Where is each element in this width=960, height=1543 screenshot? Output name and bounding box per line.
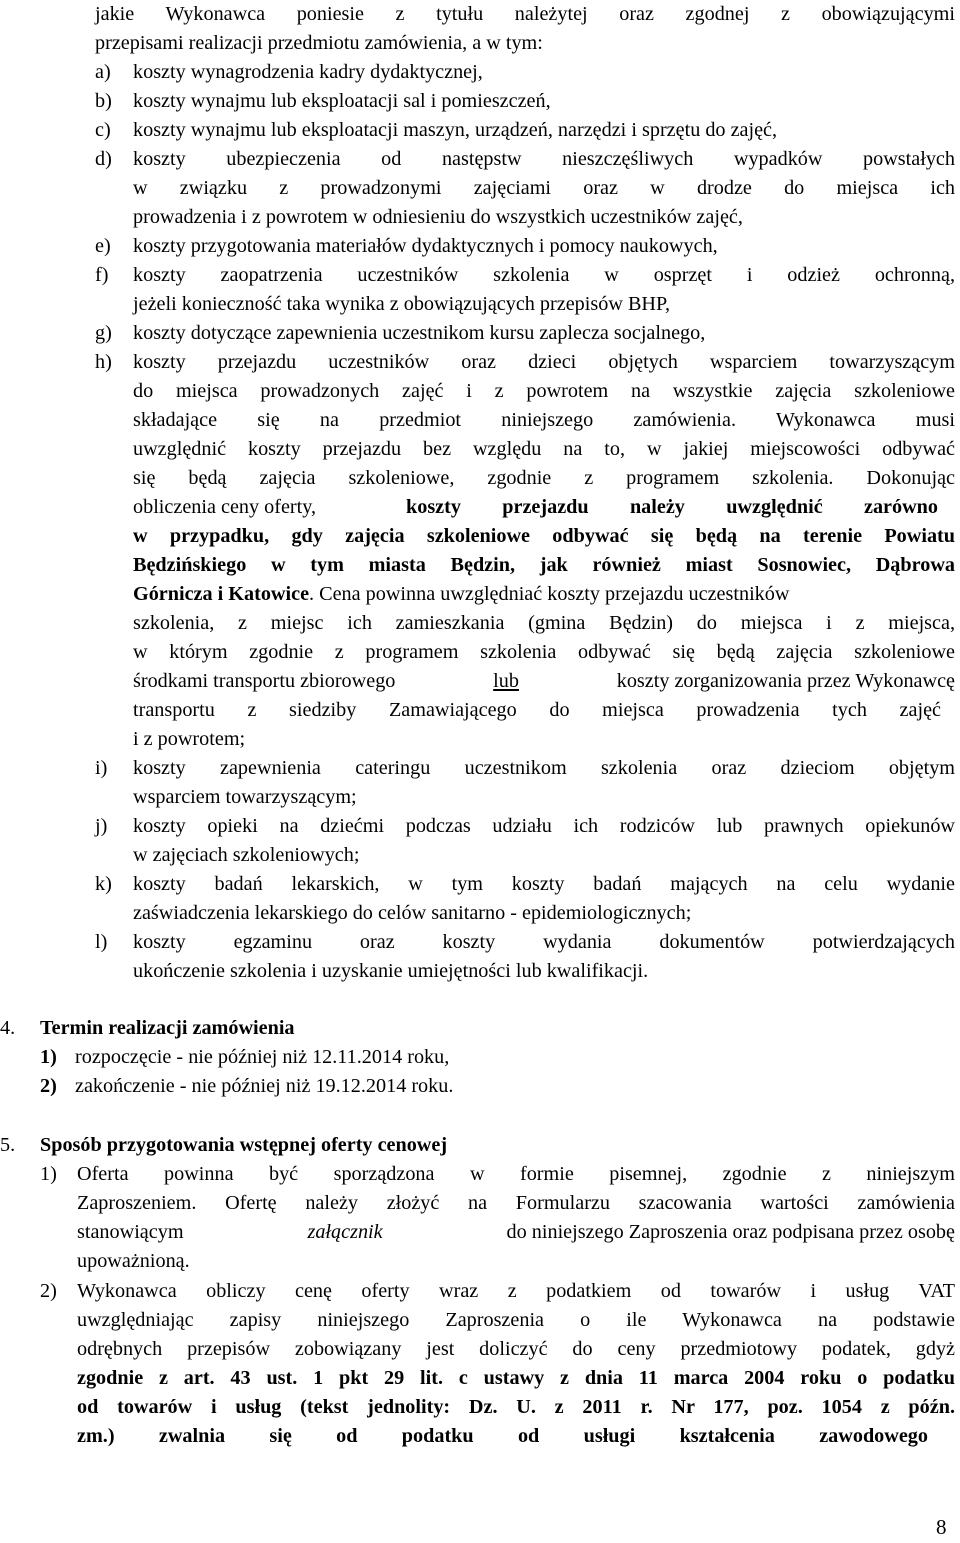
list-item-h: w którym zgodnie z programem szkolenia odbywać się będą zajęcia szkoleniowe	[133, 641, 955, 663]
text-normal: środkami transportu zbiorowego	[133, 670, 396, 692]
list-item: Oferta powinna być sporządzona w formie pisemnej, zgodnie z niniejszym	[77, 1163, 955, 1185]
list-item-j: koszty opieki na dziećmi podczas udziału ich rodziców lub prawnych opiekunów	[133, 815, 955, 837]
list-item: Wykonawca obliczy cenę oferty wraz z podatkiem od towarów i usług VAT	[77, 1280, 955, 1302]
list-item: odrębnych przepisów zobowiązany jest doliczyć do ceny przedmiotowy podatek, gdyż	[77, 1338, 955, 1360]
list-item-bold: od towarów i usług (tekst jednolity: Dz. U. z 2011 r. Nr 177, poz. 1054 z późn.	[77, 1396, 955, 1418]
list-item-l: ukończenie szkolenia i uzyskanie umiejętności lub kwalifikacji.	[133, 960, 649, 982]
list-item-h: do miejsca prowadzonych zajęć i z powrotem na wszystkie zajęcia szkoleniowe	[133, 380, 955, 402]
list-item: zakończenie - nie później niż 19.12.2014 roku.	[75, 1075, 454, 1097]
page-number: 8	[936, 1515, 947, 1539]
list-item-a: koszty wynagrodzenia kadry dydaktycznej,	[133, 61, 483, 83]
list-item-k: koszty badań lekarskich, w tym koszty badań mających na celu wydanie	[133, 873, 955, 895]
list-marker: 2)	[40, 1280, 57, 1302]
section-number: 5.	[0, 1134, 16, 1156]
intro-line: jakie Wykonawca poniesie z tytułu należytej oraz zgodnej z obowiązującymi	[95, 3, 955, 25]
list-item-d: w związku z prowadzonymi zajęciami oraz w drodze do miejsca ich	[133, 177, 955, 199]
list-marker: j)	[95, 815, 108, 837]
list-item-h: się będą zajęcia szkoleniowe, zgodnie z programem szkolenia. Dokonując	[133, 467, 955, 489]
list-marker: e)	[95, 235, 111, 257]
list-item-g: koszty dotyczące zapewnienia uczestnikom kursu zaplecza socjalnego,	[133, 322, 706, 344]
list-marker: h)	[95, 351, 112, 373]
list-item-h: szkolenia, z miejsc ich zamieszkania (gmina Będzin) do miejsca i z miejsca,	[133, 612, 955, 634]
list-marker: b)	[95, 90, 112, 112]
text-italic: załącznik	[307, 1221, 383, 1243]
list-item	[77, 1218, 955, 1247]
section-number: 4.	[0, 1017, 16, 1039]
list-marker: d)	[95, 148, 112, 170]
list-item-i: wsparciem towarzyszącym;	[133, 786, 357, 808]
text-bold: Górnicza i Katowice	[133, 583, 310, 605]
list-item-f: koszty zaopatrzenia uczestników szkolenia w osprzęt i odzież ochronną,	[133, 264, 955, 286]
text-normal: obliczenia ceny oferty,	[133, 496, 317, 518]
list-marker: f)	[95, 264, 109, 286]
list-marker: g)	[95, 322, 112, 344]
list-item-h: transportu z siedziby Zamawiającego do miejsca prowadzenia tych zajęć	[133, 699, 941, 721]
intro-line: przepisami realizacji przedmiotu zamówienia, a w tym:	[95, 32, 543, 54]
list-marker: 1)	[40, 1046, 57, 1068]
list-item-c: koszty wynajmu lub eksploatacji maszyn, urządzeń, narzędzi i sprzętu do zajęć,	[133, 119, 778, 141]
list-item-i: koszty zapewnienia cateringu uczestnikom szkolenia oraz dzieciom objętym	[133, 757, 955, 779]
list-item-d: koszty ubezpieczenia od następstw nieszczęśliwych wypadków powstałych	[133, 148, 955, 170]
list-item: uwzględniając zapisy niniejszego Zaproszenia o ile Wykonawca na podstawie	[77, 1309, 955, 1331]
list-item-bold: zm.) zwalnia się od podatku od usługi kształcenia zawodowego	[77, 1425, 928, 1447]
section-title: Sposób przygotowania wstępnej oferty cenowej	[40, 1134, 448, 1156]
text-normal: koszty zorganizowania przez Wykonawcę	[616, 670, 955, 692]
text-bold: koszty przejazdu należy uwzględnić zarówno	[406, 496, 938, 518]
list-item-h	[133, 667, 955, 696]
list-marker: 1)	[40, 1163, 57, 1185]
list-marker: i)	[95, 757, 108, 779]
list-marker: 2)	[40, 1075, 57, 1097]
list-item-h	[133, 493, 938, 522]
list-marker: a)	[95, 61, 111, 83]
list-item-l: koszty egzaminu oraz koszty wydania dokumentów potwierdzających	[133, 931, 955, 953]
list-item-f: jeżeli konieczność taka wynika z obowiązujących przepisów BHP,	[133, 293, 671, 315]
text-normal: do niniejszego Zaproszenia oraz podpisana przez osobę	[506, 1221, 955, 1243]
list-item-h: uwzględnić koszty przejazdu bez względu na to, w jakiej miejscowości odbywać	[133, 438, 955, 460]
list-item-b: koszty wynajmu lub eksploatacji sal i pomieszczeń,	[133, 90, 551, 112]
list-item-h-bold: Będzińskiego w tym miasta Będzin, jak również miast Sosnowiec, Dąbrowa	[133, 554, 955, 576]
list-item-h	[133, 580, 789, 609]
text-underlined: lub	[493, 670, 519, 692]
list-item-k: zaświadczenia lekarskiego do celów sanitarno - epidemiologicznych;	[133, 902, 692, 924]
list-item-j: w zajęciach szkoleniowych;	[133, 844, 360, 866]
list-item-h: składające się na przedmiot niniejszego zamówienia. Wykonawca musi	[133, 409, 955, 431]
list-item-bold: zgodnie z art. 43 ust. 1 pkt 29 lit. c ustawy z dnia 11 marca 2004 roku o podatku	[77, 1367, 955, 1389]
list-item: upoważnioną.	[77, 1250, 190, 1272]
list-marker: c)	[95, 119, 111, 141]
text-normal: stanowiącym	[77, 1221, 184, 1243]
list-marker: l)	[95, 931, 108, 953]
section-title: Termin realizacji zamówienia	[40, 1017, 295, 1039]
list-item: rozpoczęcie - nie później niż 12.11.2014 roku,	[75, 1046, 450, 1068]
list-item-h-bold: w przypadku, gdy zajęcia szkoleniowe odbywać się będą na terenie Powiatu	[133, 525, 955, 547]
list-item: Zaproszeniem. Ofertę należy złożyć na Formularzu szacowania wartości zamówienia	[77, 1192, 955, 1214]
list-item-h: i z powrotem;	[133, 728, 246, 750]
text-normal: . Cena powinna uwzględniać koszty przejazdu uczestników	[309, 583, 790, 605]
list-item-h: koszty przejazdu uczestników oraz dzieci objętych wsparciem towarzyszącym	[133, 351, 955, 373]
list-item-d: prowadzenia i z powrotem w odniesieniu do wszystkich uczestników zajęć,	[133, 206, 743, 228]
list-marker: k)	[95, 873, 112, 895]
list-item-e: koszty przygotowania materiałów dydaktycznych i pomocy naukowych,	[133, 235, 718, 257]
